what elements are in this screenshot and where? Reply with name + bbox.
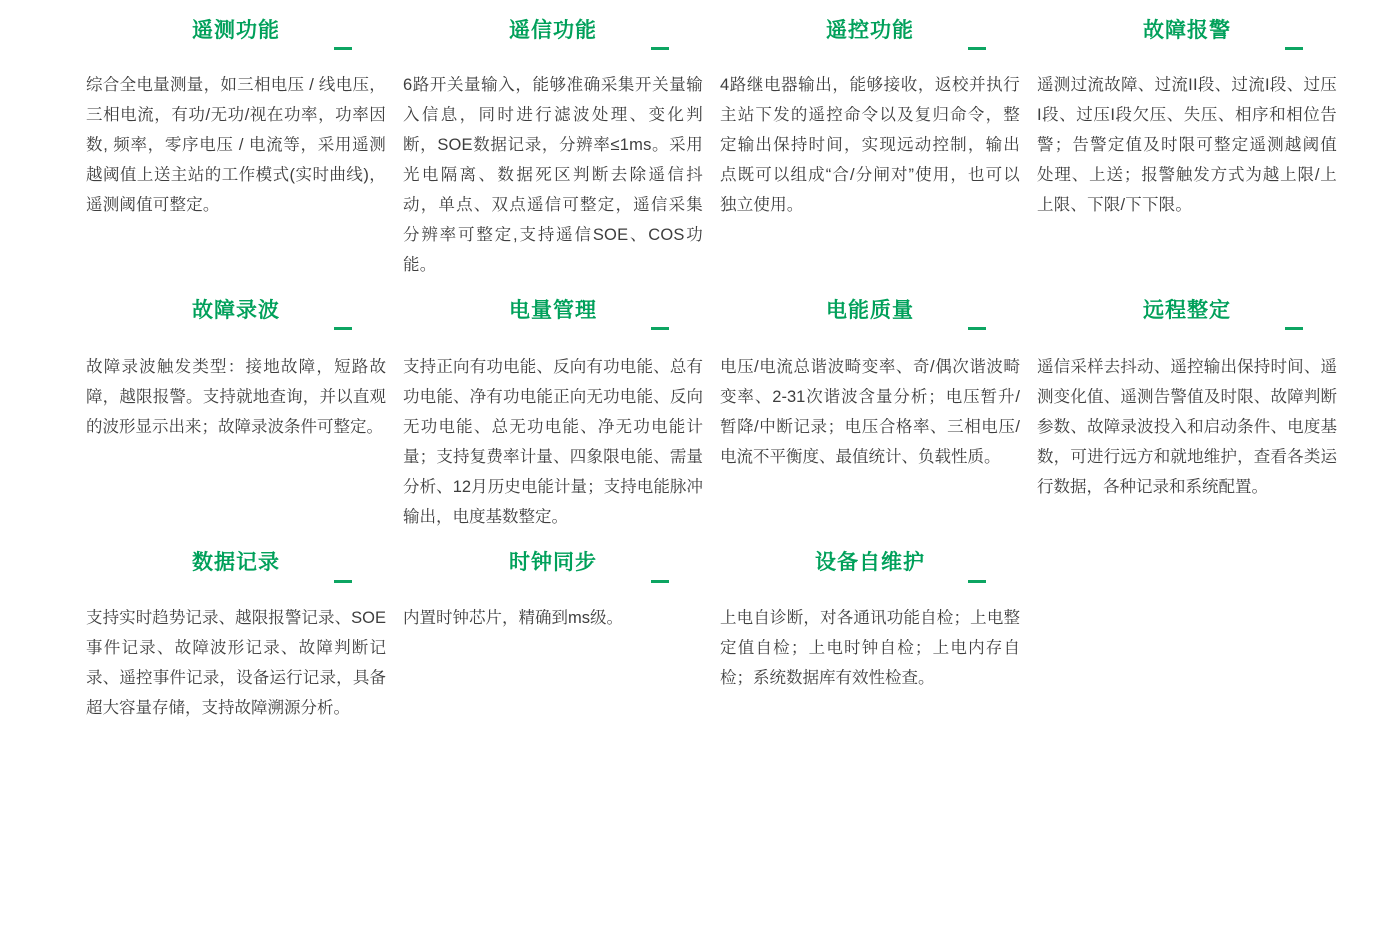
card-title-text: 遥控功能 <box>826 19 914 42</box>
title-underline <box>1285 47 1303 50</box>
card-title-text: 电量管理 <box>509 299 597 323</box>
title-underline <box>651 327 669 330</box>
title-underline <box>968 580 986 583</box>
card-title-text: 设备自维护 <box>815 551 925 575</box>
card-title <box>403 18 703 50</box>
card-title-text: 时钟同步 <box>509 551 597 575</box>
card-title <box>403 550 703 582</box>
card-body: 4路继电器输出，能够接收，返校并执行主站下发的遥控命令以及复归命令，整定输出保持时间，实现远动控制，输出点既可以组成“合/分闸对”使用，也可以独立使用。 <box>720 76 1020 215</box>
card-body: 内置时钟芯片，精确到ms级。 <box>403 608 623 627</box>
feature-card <box>86 550 386 722</box>
title-underline <box>334 47 352 50</box>
card-body: 上电自诊断，对各通讯功能自检；上电整定值自检；上电时钟自检；上电内存自检；系统数据库有效性检查。 <box>720 608 1020 687</box>
card-body: 综合全电量测量，如三相电压 / 线电压，三相电流，有功/无功/视在功率，功率因数, 频率，零序电压 / 电流等，采用遥测越阈值上送主站的工作模式(实时曲线)，遥测阈值可整定。 <box>86 76 386 215</box>
feature-card <box>86 298 386 532</box>
title-underline <box>651 580 669 583</box>
title-underline <box>334 327 352 330</box>
feature-card <box>86 18 386 280</box>
card-title-text: 故障录波 <box>192 299 280 323</box>
title-underline <box>651 47 669 50</box>
card-title <box>86 298 386 330</box>
card-body: 6路开关量输入，能够准确采集开关量输入信息，同时进行滤波处理、变化判断，SOE数据记录，分辨率≤1ms。采用光电隔离、数据死区判断去除遥信抖动，单点、双点遥信可整定，遥信采集分辨率可整定,支持遥信SOE、COS功能。 <box>403 76 703 275</box>
card-body: 遥测过流故障、过流II段、过流I段、过压I段、过压I段欠压、失压、相序和相位告警；告警定值及时限可整定遥测越阈值处理、上送；报警触发方式为越上限/上上限、下限/下下限。 <box>1037 76 1337 215</box>
feature-card <box>403 550 703 722</box>
card-body: 支持实时趋势记录、越限报警记录、SOE事件记录、故障波形记录、故障判断记录、遥控事件记录，设备运行记录，具备超大容量存储，支持故障溯源分析。 <box>86 608 386 717</box>
title-underline <box>968 327 986 330</box>
card-title <box>720 550 1020 582</box>
feature-card <box>403 18 703 280</box>
card-title-text: 远程整定 <box>1143 299 1231 323</box>
card-title <box>720 298 1020 330</box>
card-body: 遥信采样去抖动、遥控输出保持时间、遥测变化值、遥测告警值及时限、故障判断参数、故障录波投入和启动条件、电度基数，可进行远方和就地维护，查看各类运行数据，各种记录和系统配置。 <box>1037 358 1337 497</box>
feature-card <box>720 18 1020 280</box>
feature-card <box>1037 18 1337 280</box>
card-title-text: 数据记录 <box>192 551 280 575</box>
feature-card <box>720 550 1020 722</box>
title-underline <box>334 580 352 583</box>
title-underline <box>968 47 986 50</box>
title-underline <box>1285 327 1303 330</box>
feature-card <box>1037 298 1337 532</box>
card-body: 支持正向有功电能、反向有功电能、总有功电能、净有功电能正向无功电能、反向无功电能、总无功电能、净无功电能计量；支持复费率计量、四象限电能、需量分析、12月历史电能计量；支持电能脉冲输出，电度基数整定。 <box>403 358 703 527</box>
card-title <box>86 550 386 582</box>
card-title <box>403 298 703 330</box>
card-title-text: 遥信功能 <box>509 19 597 42</box>
card-title <box>720 18 1020 50</box>
card-title-text: 故障报警 <box>1143 19 1231 42</box>
card-title <box>1037 298 1337 330</box>
feature-card <box>720 298 1020 532</box>
card-title <box>86 18 386 50</box>
card-body: 电压/电流总谐波畸变率、奇/偶次谐波畸变率、2-31次谐波含量分析；电压暂升/暂降/中断记录；电压合格率、三相电压/电流不平衡度、最值统计、负载性质。 <box>720 358 1020 467</box>
card-title-text: 电能质量 <box>826 299 914 323</box>
card-body: 故障录波触发类型：接地故障，短路故障，越限报警。支持就地查询，并以直观的波形显示出来；故障录波条件可整定。 <box>86 358 386 437</box>
card-title-text: 遥测功能 <box>192 19 280 42</box>
card-title <box>1037 18 1337 50</box>
feature-grid <box>86 0 1400 723</box>
feature-card <box>403 298 703 532</box>
